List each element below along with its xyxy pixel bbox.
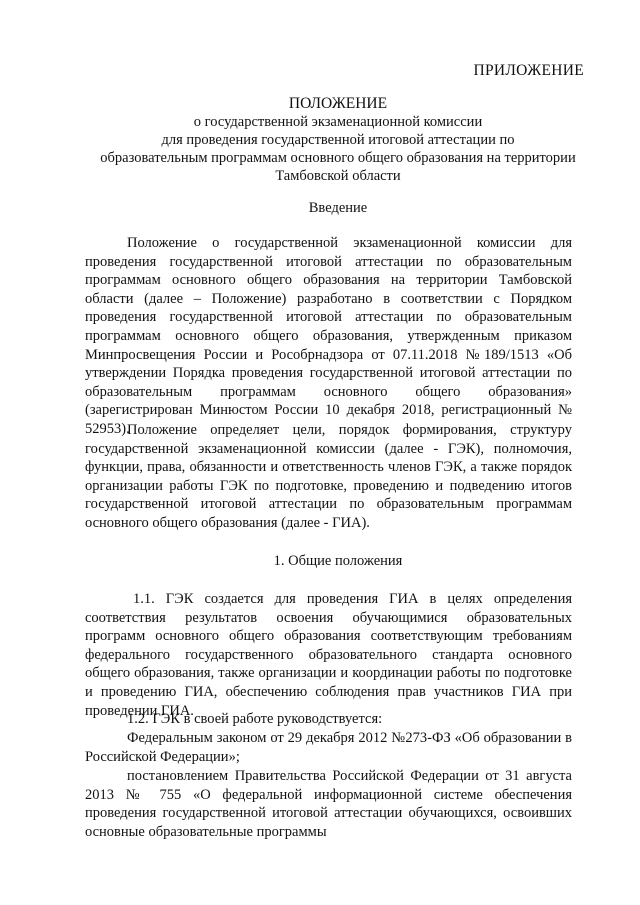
title-line: о государственной экзаменационной комиссии [193, 114, 483, 130]
title-line: для проведения государственной итоговой аттестации по [161, 132, 515, 148]
title-line: образовательным программам основного общего образования на территории [100, 150, 576, 166]
law-reference: Федеральным законом от 29 декабря 2012 №273-ФЗ «Об образовании в Российской Федерации»; [85, 730, 572, 765]
intro-heading: Введение [308, 200, 368, 216]
intro-paragraph-2: Положение определяет цели, порядок формирования, структуру государственной экзаменационной комиссии (далее - ГЭК), полномочия, функции, права, обязанности и ответственность членов ГЭК, а также порядок организации работы ГЭК по подготовке, проведению и подведению итогов государственной итоговой аттестации по образовательным программам основного общего образования (далее - ГИА). [85, 422, 572, 531]
section-1-heading: 1. Общие положения [273, 553, 403, 569]
appendix-label: ПРИЛОЖЕНИЕ [473, 62, 584, 79]
clause-1-2: 1.2. ГЭК в своей работе руководствуется: [127, 711, 383, 727]
document-title [78, 95, 598, 185]
title-line: Тамбовской области [275, 168, 401, 184]
decree-reference: постановлением Правительства Российской Федерации от 31 августа 2013 № 755 «О федеральной информационной системе обеспечения проведения государственной итоговой аттестации обучающихся, освоивших основные образовательные программы [85, 768, 572, 840]
intro-paragraph-1: Положение о государственной экзаменационной комиссии для проведения государственной итоговой аттестации по образовательным программам основного общего образования на территории Тамбовской области (далее – Положение) разработано в соответствии с Порядком проведения государственной итоговой аттестации по образовательным программам основного общего образования, утвержденным приказом Минпросвещения России и Рособрнадзора от 07.11.2018 №189/1513 «Об утверждении Порядка проведения государственной итоговой аттестации по образовательным программам основного общего образования» (зарегистрирован Минюстом России 10 декабря 2018, регистрационный № 52953). [85, 235, 572, 437]
title-line: ПОЛОЖЕНИЕ [288, 95, 388, 112]
clause-1-1: 1.1. ГЭК создается для проведения ГИА в целях определения соответствия результатов освоения обучающимися образовательных программ основного общего образования соответствующим требованиям федерального государственного образовательного стандарта основного общего образования, также организации и координации работы по подготовке и проведению ГИА, обеспечению соблюдения прав участников ГИА при проведении ГИА. [85, 591, 572, 719]
